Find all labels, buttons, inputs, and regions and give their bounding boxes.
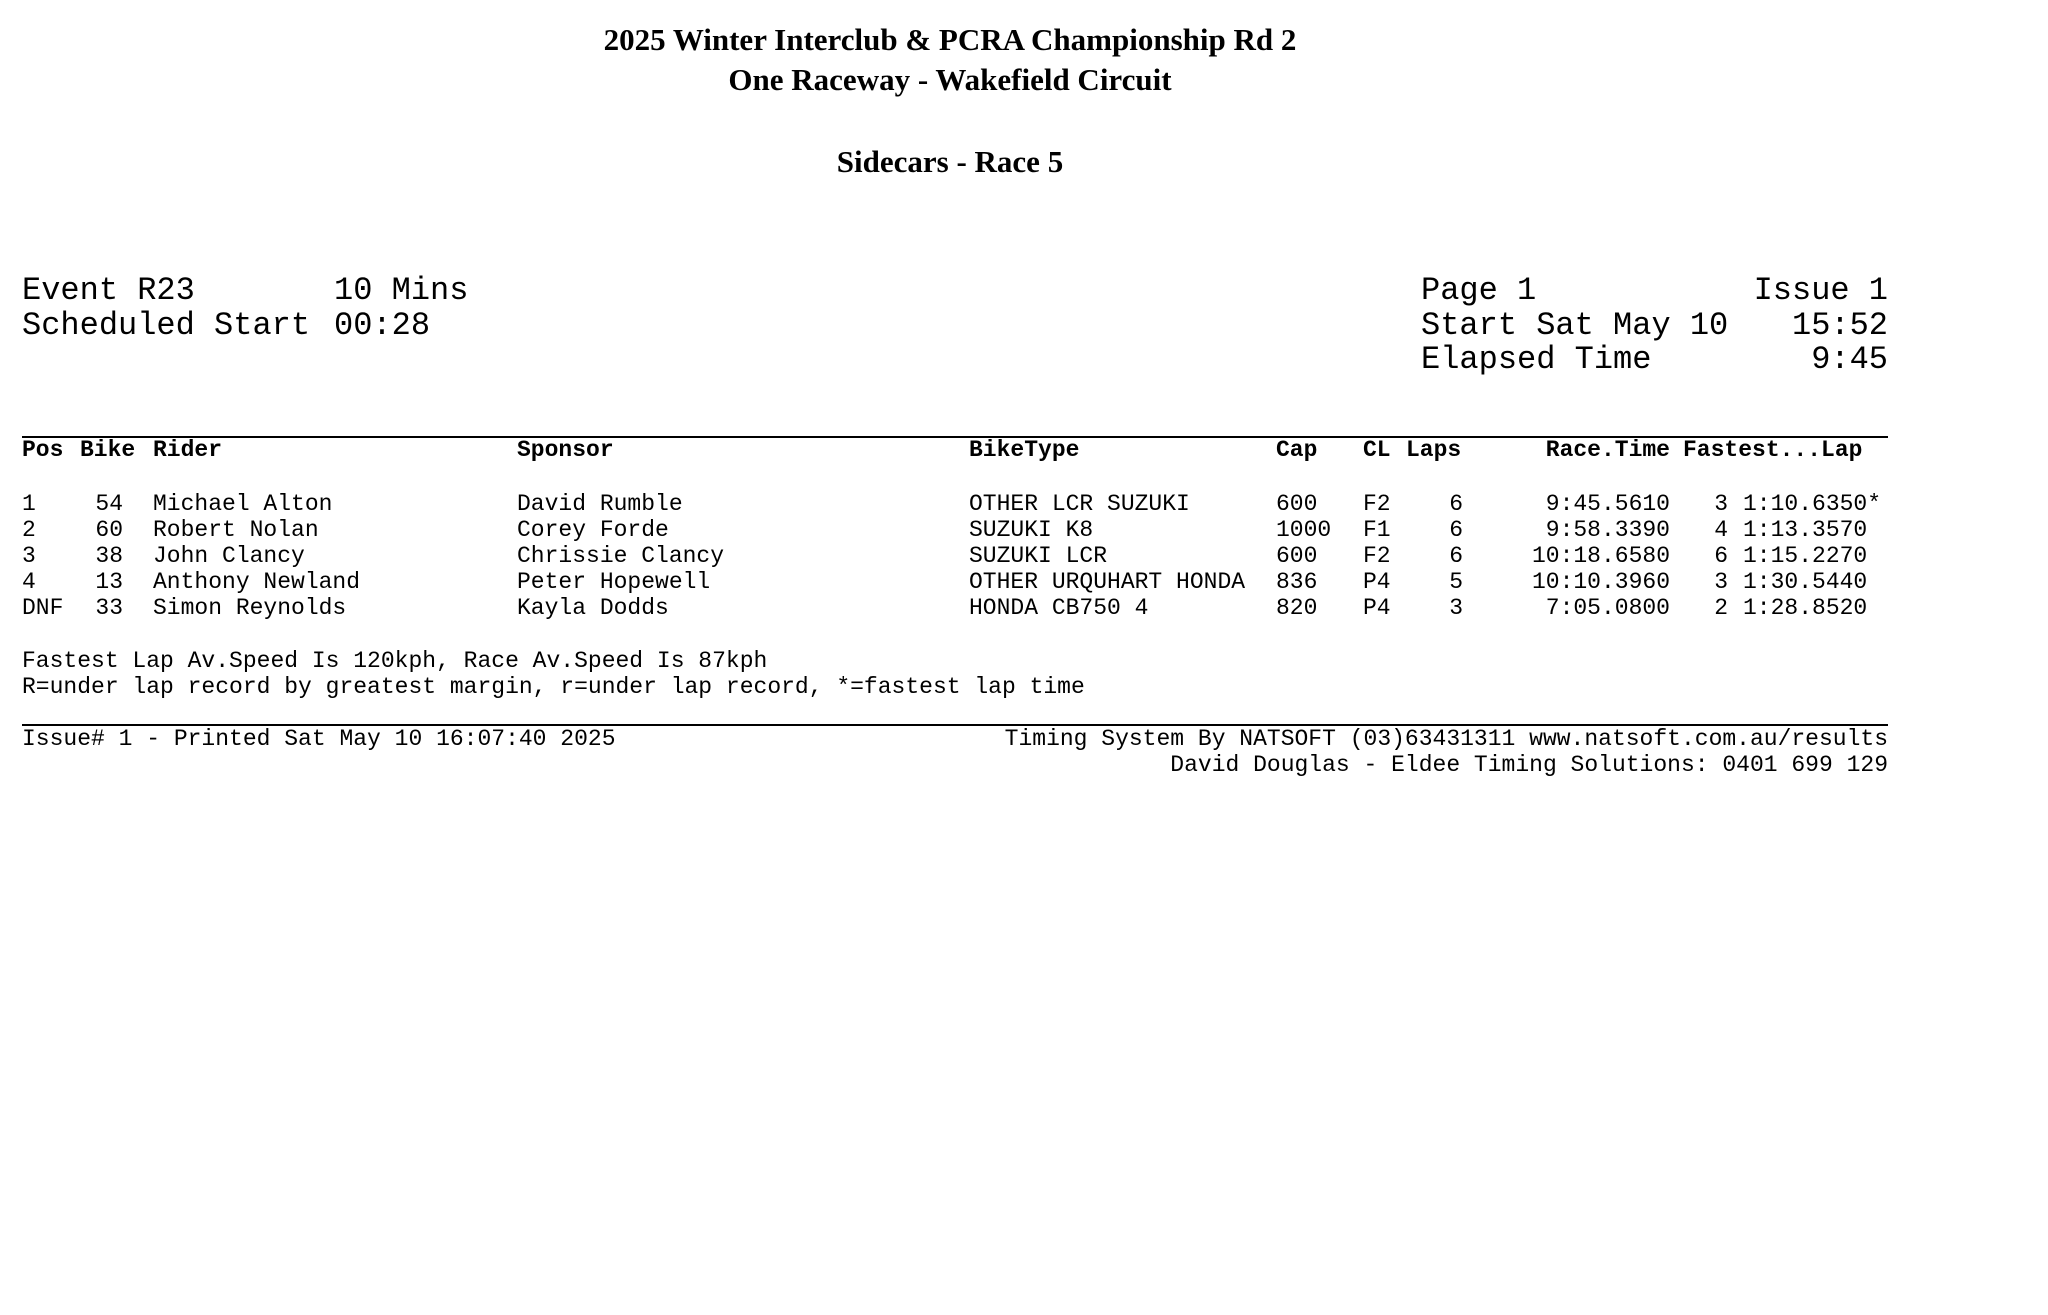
timing-contact: David Douglas - Eldee Timing Solutions: 0401 699 129 — [1170, 752, 1888, 778]
col-bike: Bike — [80, 437, 136, 463]
row-5-fastest-time: 1:28.8520 — [1743, 595, 1868, 621]
row-3-racetime: 10:18.6580 — [1531, 543, 1670, 569]
elapsed-label: Elapsed Time — [1421, 341, 1652, 378]
row-1-fastest-lap: 3 — [1714, 491, 1728, 517]
start-label: Start Sat May 10 — [1421, 307, 1729, 344]
row-5-cap: 820 — [1276, 595, 1318, 621]
row-4-rider: Anthony Newland — [153, 569, 361, 595]
row-5-rider: Simon Reynolds — [153, 595, 347, 621]
row-4-biketype: OTHER URQUHART HONDA — [969, 569, 1246, 595]
event-label: Event R23 — [22, 272, 195, 309]
row-1-laps: 6 — [1449, 491, 1463, 517]
col-racetime: Race.Time — [1545, 437, 1670, 463]
scheduled-start-value: 00:28 — [334, 307, 431, 344]
col-fastest-lap: Fastest...Lap — [1683, 437, 1863, 463]
legend-note: R=under lap record by greatest margin, r=under lap record, *=fastest lap time — [22, 674, 1085, 700]
row-2-fastest-time: 1:13.3570 — [1743, 517, 1868, 543]
race-title: Sidecars - Race 5 — [836, 144, 1064, 179]
col-cap: Cap — [1276, 437, 1318, 463]
row-5-biketype: HONDA CB750 4 — [969, 595, 1149, 621]
issue-label: Issue 1 — [1753, 272, 1888, 309]
row-3-biketype: SUZUKI LCR — [969, 543, 1108, 569]
col-pos: Pos — [22, 437, 64, 463]
row-5-sponsor: Kayla Dodds — [517, 595, 669, 621]
row-3-laps: 6 — [1449, 543, 1463, 569]
row-4-laps: 5 — [1449, 569, 1463, 595]
col-sponsor: Sponsor — [517, 437, 614, 463]
row-4-cl: P4 — [1363, 569, 1391, 595]
col-rider: Rider — [153, 437, 223, 463]
row-3-sponsor: Chrissie Clancy — [517, 543, 725, 569]
row-4-pos: 4 — [22, 569, 36, 595]
document-title: 2025 Winter Interclub & PCRA Championship Rd 2 — [603, 22, 1297, 57]
row-2-laps: 6 — [1449, 517, 1463, 543]
row-2-racetime: 9:58.3390 — [1545, 517, 1670, 543]
row-4-cap: 836 — [1276, 569, 1318, 595]
elapsed-value: 9:45 — [1811, 341, 1888, 378]
row-2-rider: Robert Nolan — [153, 517, 319, 543]
col-cl: CL — [1363, 437, 1391, 463]
row-3-cl: F2 — [1363, 543, 1391, 569]
row-5-cl: P4 — [1363, 595, 1391, 621]
row-3-pos: 3 — [22, 543, 36, 569]
row-1-cl: F2 — [1363, 491, 1391, 517]
row-1-fastest-time: 1:10.6350* — [1743, 491, 1882, 517]
row-1-pos: 1 — [22, 491, 36, 517]
row-4-sponsor: Peter Hopewell — [517, 569, 711, 595]
row-5-pos: DNF — [22, 595, 64, 621]
start-time: 15:52 — [1791, 307, 1888, 344]
row-2-pos: 2 — [22, 517, 36, 543]
row-2-cap: 1000 — [1276, 517, 1332, 543]
row-1-sponsor: David Rumble — [517, 491, 683, 517]
row-1-bike: 54 — [95, 491, 123, 517]
row-4-fastest-time: 1:30.5440 — [1743, 569, 1868, 595]
col-laps: Laps — [1406, 437, 1462, 463]
speed-note: Fastest Lap Av.Speed Is 120kph, Race Av.Speed Is 87kph — [22, 648, 768, 674]
venue-title: One Raceway - Wakefield Circuit — [728, 62, 1172, 97]
row-2-bike: 60 — [95, 517, 123, 543]
timing-system: Timing System By NATSOFT (03)63431311 www.natsoft.com.au/results — [1004, 726, 1888, 752]
row-3-fastest-time: 1:15.2270 — [1743, 543, 1868, 569]
row-3-bike: 38 — [95, 543, 123, 569]
row-5-fastest-lap: 2 — [1714, 595, 1728, 621]
row-3-rider: John Clancy — [153, 543, 305, 569]
row-4-racetime: 10:10.3960 — [1531, 569, 1670, 595]
row-1-cap: 600 — [1276, 491, 1318, 517]
row-3-cap: 600 — [1276, 543, 1318, 569]
issue-printed: Issue# 1 - Printed Sat May 10 16:07:40 2025 — [22, 726, 616, 752]
event-duration: 10 Mins — [334, 272, 469, 309]
row-4-fastest-lap: 3 — [1714, 569, 1728, 595]
row-2-fastest-lap: 4 — [1714, 517, 1728, 543]
row-5-racetime: 7:05.0800 — [1545, 595, 1670, 621]
row-5-bike: 33 — [95, 595, 123, 621]
row-3-fastest-lap: 6 — [1714, 543, 1728, 569]
page-label: Page 1 — [1421, 272, 1537, 309]
col-biketype: BikeType — [969, 437, 1080, 463]
row-4-bike: 13 — [95, 569, 123, 595]
row-2-biketype: SUZUKI K8 — [969, 517, 1094, 543]
row-1-racetime: 9:45.5610 — [1545, 491, 1670, 517]
row-1-biketype: OTHER LCR SUZUKI — [969, 491, 1190, 517]
row-2-cl: F1 — [1363, 517, 1391, 543]
row-1-rider: Michael Alton — [153, 491, 333, 517]
scheduled-start-label: Scheduled Start — [22, 307, 311, 344]
row-5-laps: 3 — [1449, 595, 1463, 621]
row-2-sponsor: Corey Forde — [517, 517, 669, 543]
